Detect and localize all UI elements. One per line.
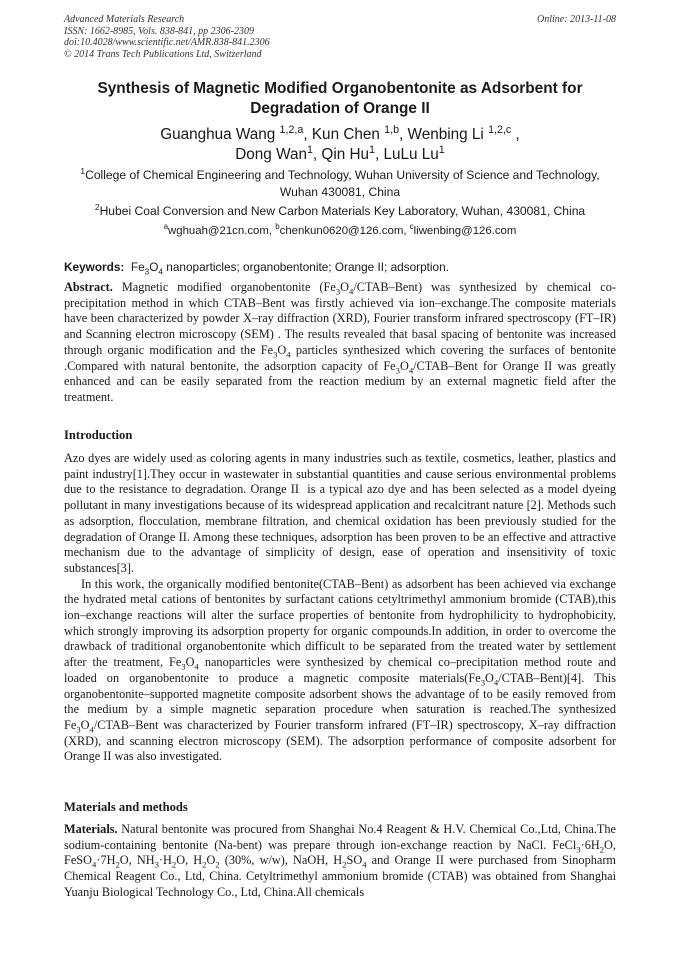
affiliation-2-text: Hubei Coal Conversion and New Carbon Materials Key Laboratory, Wuhan, 430081, China xyxy=(99,204,586,218)
author-name: Qin Hu xyxy=(321,146,370,163)
email-a: wghuah@21cn.com, xyxy=(168,225,276,237)
author-affiliation-mark: 1 xyxy=(438,143,445,156)
abstract-label: Abstract. xyxy=(64,280,113,294)
materials-body: Materials. Natural bentonite was procured from Shanghai No.4 Reagent & H.V. Chemical Co.,Ltd, China.The sodium-containing bentonite (Na-bent) was prepare through ion-exchange reaction by NaCl. $FeCl_3\cdot 6H_2O$, $FeSO_4\cdot 7H_2O$, $NH_3\cdot H_2O$, $H_2O_2$ (30%, w/w), NaOH, $H_2SO_4$ and Orange II were purchased from Sinopharm Chemical Reagent Co., Ltd, China. Cetyltrimethyl ammonium bromide (CTAB) was obtained from Shanghai Yuanju Biological Technology Co., Ltd, China.All chemicals xyxy=(64,822,616,899)
journal-doi: doi:10.4028/www.scientific.net/AMR.838-841.2306 xyxy=(64,37,270,48)
online-date: Online: 2013-11-08 xyxy=(537,14,616,25)
email-mark: a xyxy=(163,222,169,232)
author-affiliation-mark: 1,2,a xyxy=(279,123,304,136)
abstract: Abstract. Magnetic modified organobentonite $(Fe_3O_4/CTAB-Bent)$ was synthesized by chemical co-precipitation method in which CTAB–Bent was firstly achieved via ion–exchange.The composite materials have been characterized by powder X–ray diffraction (XRD), Fourier transform infrared spectroscopy (FT–IR) and Scanning electron microscopy (SEM) . The results revealed that basal spacing of bentonite was increased through organic modification and the $Fe_3O_4$ particles synthesized which covering the surfaces of bentonite .Compared with natural bentonite, the adsorption capacity of $Fe_3O_4/CTAB$–Bent for Orange II was greatly enhanced and can be easily separated from the reaction medium by an external magnetic field after the treatment. xyxy=(64,280,617,404)
affiliation-1-line-2: Wuhan 430081, China xyxy=(279,185,401,199)
author-separator: , xyxy=(374,146,384,163)
author-separator: , xyxy=(303,126,312,143)
author-affiliation-mark: 1 xyxy=(369,143,375,156)
introduction-body xyxy=(64,451,616,765)
paper-title xyxy=(64,79,616,119)
affiliation-mark: 1 xyxy=(80,165,86,176)
author-name: Wenbing Li xyxy=(407,126,484,143)
journal-copyright: © 2014 Trans Tech Publications Ltd, Switzerland xyxy=(64,48,262,60)
author-name: Guanghua Wang xyxy=(160,126,276,143)
intro-paragraph-1: Azo dyes are widely used as coloring agents in many industries such as textile, cosmetics, leather, plastics and paint industry[1].They occur in wastewater in substantial quantities and cause serious environmental problems due to the resistance to degradation. Orange II is a typical azo dye and has been selected as a model dyeing pollutant in many investigations because of its widespread application and recalcitrant nature [2]. Methods such as adsorption, flocculation, membrane filtration, and chemical oxidation has been previously studied for the degradation of Orange II. Among these techniques, adsorption has been proven to be an effective and attractive mechanism due to the advantage of simplicity of design, ease of operation and insensitivity of toxic substances[3]. xyxy=(64,451,616,575)
affiliation-mark: 2 xyxy=(94,201,100,212)
journal-name: Advanced Materials Research xyxy=(64,14,185,25)
author-name: LuLu Lu xyxy=(383,146,439,163)
keywords: Keywords: $Fe_3O_4$ nanoparticles; organobentonite; Orange II; adsorption. xyxy=(64,260,449,277)
affiliation-1 xyxy=(64,167,616,201)
author-line-1 xyxy=(64,125,616,145)
author-list xyxy=(64,125,616,165)
author-separator: , xyxy=(312,146,322,163)
author-separator: , xyxy=(399,126,408,143)
email-b: chenkun0620@126.com, xyxy=(279,225,410,237)
section-heading-materials-methods: Materials and methods xyxy=(64,800,188,814)
author-name: Kun Chen xyxy=(311,126,380,143)
email-mark: b xyxy=(275,222,280,232)
author-affiliation-mark: 1,b xyxy=(384,123,400,136)
affiliation-1-line-1: College of Chemical Engineering and Technology, Wuhan University of Science and Technology, xyxy=(85,168,600,182)
title-line-2: Degradation of Orange II xyxy=(250,100,430,117)
section-heading-introduction: Introduction xyxy=(64,428,133,442)
journal-issn: ISSN: 1662-8985, Vols. 838-841, pp 2306-2309 xyxy=(64,25,254,37)
author-line-2 xyxy=(64,145,616,165)
author-name: Dong Wan xyxy=(235,146,307,163)
journal-header xyxy=(64,14,616,60)
affiliation-2 xyxy=(64,203,616,220)
author-emails xyxy=(64,224,616,239)
author-affiliation-mark: 1,2,c xyxy=(488,123,512,136)
intro-paragraph-2: In this work, the organically modified bentonite(CTAB–Bent) as adsorbent has been achieved via exchange the hydrated metal cations of bentonites by surfactant cations cetyltrimethyl ammonium bromide (CTAB),this ion–exchange reactions will alter the surface properties of bentonite from hydrophilicity to hydrophobicity, which strongly improving its adsorption property for organic compounds.In addition, in order to overcome the drawback of traditional organobentonite which difficult to be separated from the treated water by settlement after the treatment, $Fe_3O_4$ nanoparticles were synthesized by chemical co–precipitation method route and loaded on organobentonite to produce a magnetic composite $materials(Fe_3O_4/CTAB-Bent)[4]$. This organobentonite–supported magnetite composite adsorbent shows the advantage of to be easily removed from the medium by a simple magnetic separation procedure when saturation is reached.The synthesized $Fe_3O_4/CTAB$–Bent was characterized by Fourier transform infrared (FT–IR) spectroscopy, X–ray diffraction (XRD), and scanning electron microscopy (SEM). The adsorption performance of composite adsorbent for Orange II was also investigated. xyxy=(64,576,616,764)
title-line-1: Synthesis of Magnetic Modified Organobentonite as Adsorbent for xyxy=(97,80,583,97)
email-mark: c xyxy=(409,222,414,232)
author-affiliation-mark: 1 xyxy=(306,143,313,156)
materials-label: Materials. xyxy=(64,822,118,836)
keywords-label: Keywords: xyxy=(64,260,125,274)
email-c: liwenbing@126.com xyxy=(413,225,517,237)
author-separator: , xyxy=(511,126,520,143)
